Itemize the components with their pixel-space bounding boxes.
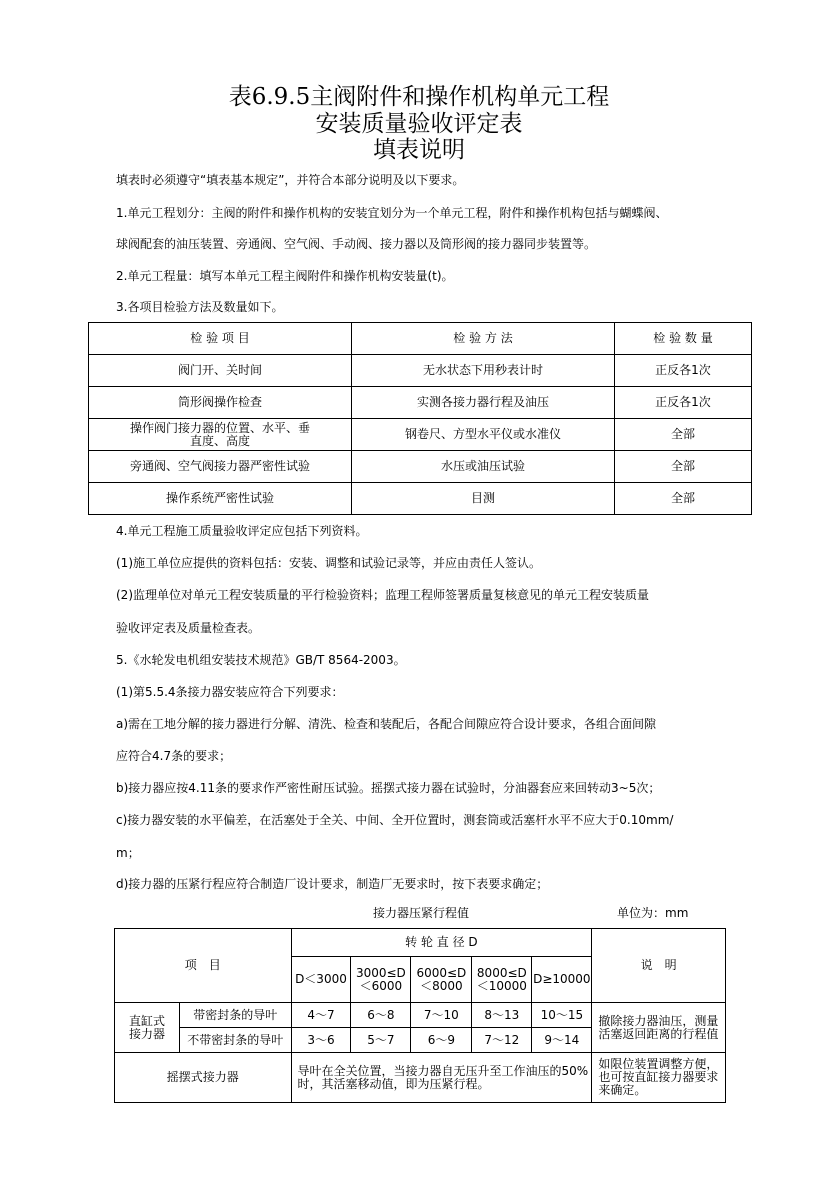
cell: 钢卷尺、方型水平仪或水准仪 [352,419,615,451]
header-cell: 检 验 方 法 [352,323,615,355]
paragraph: 3.各项目检验方法及数量如下。 [116,300,284,314]
row-label: 带密封条的导叶 [179,1003,291,1028]
cell: 操作系统严密性试验 [89,483,352,515]
cell: 7～12 [472,1028,532,1053]
cell: 目测 [352,483,615,515]
swing-text: 导叶在全关位置，当接力器自无压升至工作油压的50%时，其活塞移动值，即为压紧行程。 [291,1053,592,1103]
cell: 3～6 [291,1028,351,1053]
range-header: D＜3000 [291,957,351,1003]
stroke-value-table [114,928,726,1103]
diameter-header: 转 轮 直 径 D [291,929,592,957]
note-header: 说 明 [592,929,726,1003]
paragraph: (1)第5.5.4条接力器安装应符合下列要求： [116,685,344,699]
table-row [89,483,752,515]
cell: 水压或油压试验 [352,451,615,483]
paragraph: 应符合4.7条的要求； [116,749,232,763]
table-row [89,419,752,451]
paragraph: 5.《水轮发电机组安装技术规范》GB/T 8564-2003。 [116,653,406,667]
paragraph: 验收评定表及质量检查表。 [116,621,261,635]
unit-label: 单位为：mm [617,906,689,920]
title-line-2: 安装质量验收评定表 [315,111,523,137]
table-row [115,1053,726,1103]
cell: 全部 [615,419,752,451]
table-row [89,451,752,483]
paragraph: 2.单元工程量：填写本单元工程主阀附件和操作机构安装量(t)。 [116,269,454,283]
cell: 9～14 [532,1028,592,1053]
swing-note: 如限位装置调整方便，也可按直缸接力器要求来确定。 [592,1053,726,1103]
inspection-method-table [88,322,752,515]
table-row [89,355,752,387]
paragraph: 球阀配套的油压装置、旁通阀、空气阀、手动阀、接力器以及筒形阀的接力器同步装置等。 [116,237,597,251]
paragraph: (2)监理单位对单元工程安装质量的平行检验资料；监理工程师签署质量复核意见的单元工程安装质量 [116,588,650,602]
range-header: 3000≤D＜6000 [351,957,411,1003]
title-line-1: 表6.9.5主阀附件和操作机构单元工程 [228,84,610,110]
paragraph: b)接力器应按4.11条的要求作严密性耐压试验。摇摆式接力器在试验时，分油器套应来回转动3~5次； [116,781,661,795]
cell: 旁通阀、空气阀接力器严密性试验 [89,451,352,483]
paragraph: 填表时必须遵守“填表基本规定”，并符合本部分说明及以下要求。 [116,173,465,187]
cell: 筒形阀操作检查 [89,387,352,419]
paragraph: m； [116,846,140,860]
item-header: 项 目 [115,929,292,1003]
cell: 操作阀门接力器的位置、水平、垂直度、高度 [89,419,352,451]
row-label: 不带密封条的导叶 [179,1028,291,1053]
cell: 6～9 [411,1028,472,1053]
header-cell: 检 验 数 量 [615,323,752,355]
cell: 6～8 [351,1003,411,1028]
cell: 5～7 [351,1028,411,1053]
paragraph: d)接力器的压紧行程应符合制造厂设计要求，制造厂无要求时，按下表要求确定； [116,877,549,891]
range-header: D≥10000 [532,957,592,1003]
table-row [115,1003,726,1028]
cell: 正反各1次 [615,355,752,387]
cell: 4～7 [291,1003,351,1028]
title-line-3: 填表说明 [373,137,465,163]
table-caption: 接力器压紧行程值 [373,906,470,920]
cell: 无水状态下用秒表计时 [352,355,615,387]
table-row [89,387,752,419]
cell: 正反各1次 [615,387,752,419]
cell: 7～10 [411,1003,472,1028]
group-note: 撤除接力器油压，测量活塞返回距离的行程值 [592,1003,726,1053]
paragraph: 1.单元工程划分：主阀的附件和操作机构的安装宜划分为一个单元工程，附件和操作机构包括与蝴蝶阀、 [116,206,668,220]
paragraph: a)需在工地分解的接力器进行分解、清洗、检查和装配后，各配合间隙应符合设计要求，各组合面间隙 [116,717,657,731]
group-label: 直缸式接力器 [115,1003,180,1053]
range-header: 8000≤D＜10000 [472,957,532,1003]
cell: 全部 [615,483,752,515]
paragraph: 4.单元工程施工质量验收评定应包括下列资料。 [116,524,368,538]
cell: 实测各接力器行程及油压 [352,387,615,419]
header-cell: 检 验 项 目 [89,323,352,355]
range-header: 6000≤D＜8000 [411,957,472,1003]
cell: 10～15 [532,1003,592,1028]
paragraph: c)接力器安装的水平偏差，在活塞处于全关、中间、全开位置时，测套筒或活塞杆水平不应大于0.10mm/ [116,813,674,827]
paragraph: (1)施工单位应提供的资料包括：安装、调整和试验记录等，并应由责任人签认。 [116,556,542,570]
table-header-row [89,323,752,355]
cell: 8～13 [472,1003,532,1028]
cell: 全部 [615,451,752,483]
swing-label: 摇摆式接力器 [115,1053,292,1103]
cell: 阀门开、关时间 [89,355,352,387]
